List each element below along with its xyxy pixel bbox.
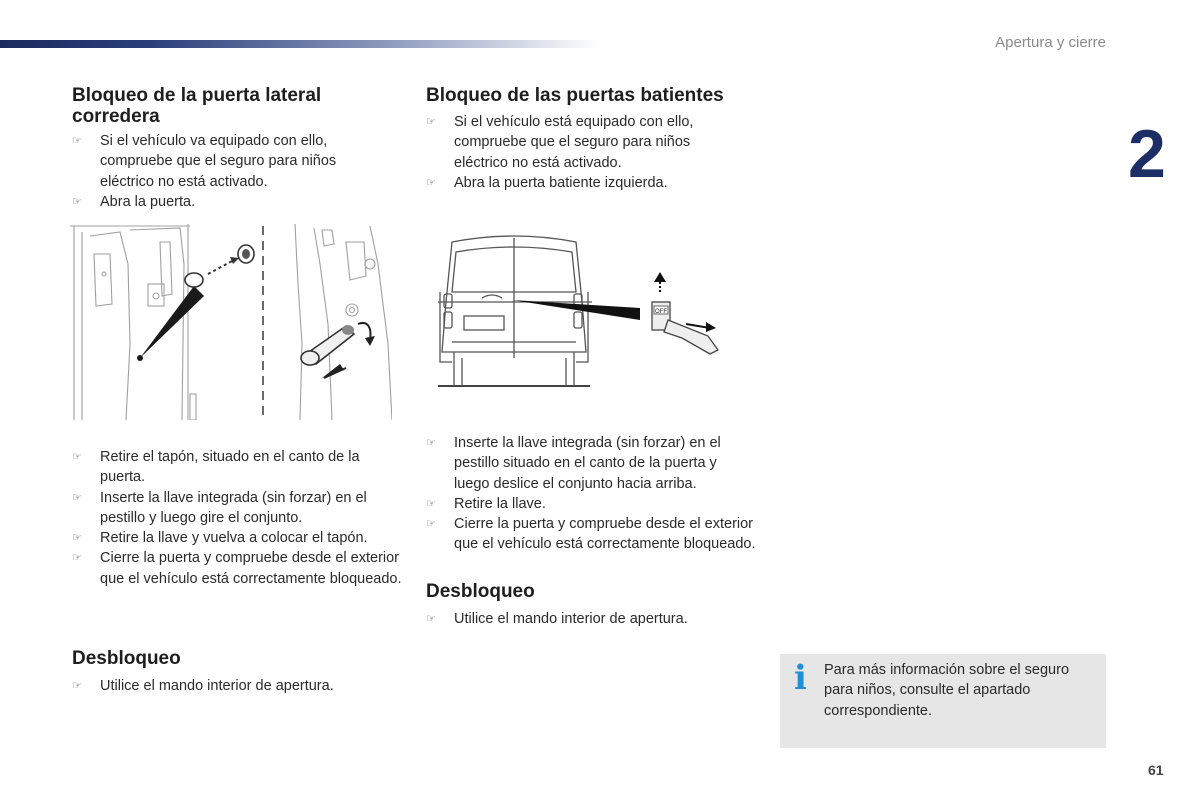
- left-unlock-heading: Desbloqueo: [72, 648, 181, 669]
- pointing-hand-icon: ☞: [426, 176, 436, 189]
- list-item: ☞ Retire la llave y vuelva a colocar el tapón.: [72, 528, 402, 548]
- list-item: ☞ Retire la llave.: [426, 494, 756, 514]
- right-unlock-heading: Desbloqueo: [426, 581, 535, 602]
- pointing-hand-icon: ☞: [426, 116, 436, 128]
- left-bullets-bottom: [72, 447, 402, 589]
- list-item: ☞ Utilice el mando interior de apertura.: [72, 676, 402, 696]
- list-item: ☞ Abra la puerta batiente izquierda.: [426, 173, 746, 193]
- pointing-hand-icon: ☞: [72, 552, 82, 565]
- left-bullets-top: [72, 131, 392, 212]
- pointing-hand-icon: ☞: [72, 135, 82, 147]
- left-heading: Bloqueo de la puerta lateral corredera: [72, 85, 322, 127]
- right-unlock-bullets: [426, 609, 756, 629]
- pointing-hand-icon: ☞: [72, 491, 82, 504]
- pointing-hand-icon: ☞: [426, 497, 436, 510]
- list-item: ☞ Si el vehículo está equipado con ello, compruebe que el seguro para niños eléctrico no está activado.: [426, 114, 694, 171]
- list-item: ☞ Si el vehículo va equipado con ello, compruebe que el seguro para niños eléctrico no está activado.: [72, 133, 337, 190]
- pointing-hand-icon: ☞: [72, 451, 82, 463]
- list-item: ☞ Retire el tapón, situado en el canto de la puerta.: [72, 449, 360, 486]
- list-item: ☞ Utilice el mando interior de apertura.: [426, 609, 756, 629]
- list-item: ☞ Abra la puerta.: [72, 192, 392, 212]
- list-item: ☞ Inserte la llave integrada (sin forzar) en el pestillo y luego gire el conjunto.: [72, 489, 367, 526]
- sliding-door-lock-illustration: [70, 224, 392, 420]
- list-item: ☞ Cierre la puerta y compruebe desde el exterior que el vehículo está correctamente bloqueado.: [426, 516, 756, 553]
- off-label: OFF: [655, 309, 667, 315]
- section-title: Apertura y cierre: [995, 34, 1106, 51]
- header-gradient-bar: [0, 40, 600, 48]
- left-unlock-bullets: [72, 676, 402, 696]
- info-box: [780, 654, 1106, 748]
- right-bullets-bottom: [426, 433, 756, 555]
- rear-doors-lock-illustration: [432, 232, 732, 392]
- pointing-hand-icon: ☞: [426, 437, 436, 449]
- pointing-hand-icon: ☞: [72, 680, 82, 692]
- right-bullets-top: [426, 112, 746, 193]
- pointing-hand-icon: ☞: [426, 518, 436, 531]
- list-item: ☞ Inserte la llave integrada (sin forzar) en el pestillo situado en el canto de la puerta y luego deslice el conjunto hacia arriba.: [426, 435, 721, 492]
- info-text: Para más información sobre el seguro para niños, consulte el apartado correspondiente.: [824, 662, 1070, 719]
- pointing-hand-icon: ☞: [72, 532, 82, 545]
- chapter-number: 2: [1128, 116, 1166, 192]
- list-item: ☞ Cierre la puerta y compruebe desde el exterior que el vehículo está correctamente bloqueado.: [72, 550, 402, 587]
- page-number: 61: [1148, 762, 1164, 778]
- info-icon: i: [794, 658, 807, 698]
- pointing-hand-icon: ☞: [426, 613, 436, 625]
- pointing-hand-icon: ☞: [72, 195, 82, 208]
- right-heading: Bloqueo de las puertas batientes: [426, 85, 724, 106]
